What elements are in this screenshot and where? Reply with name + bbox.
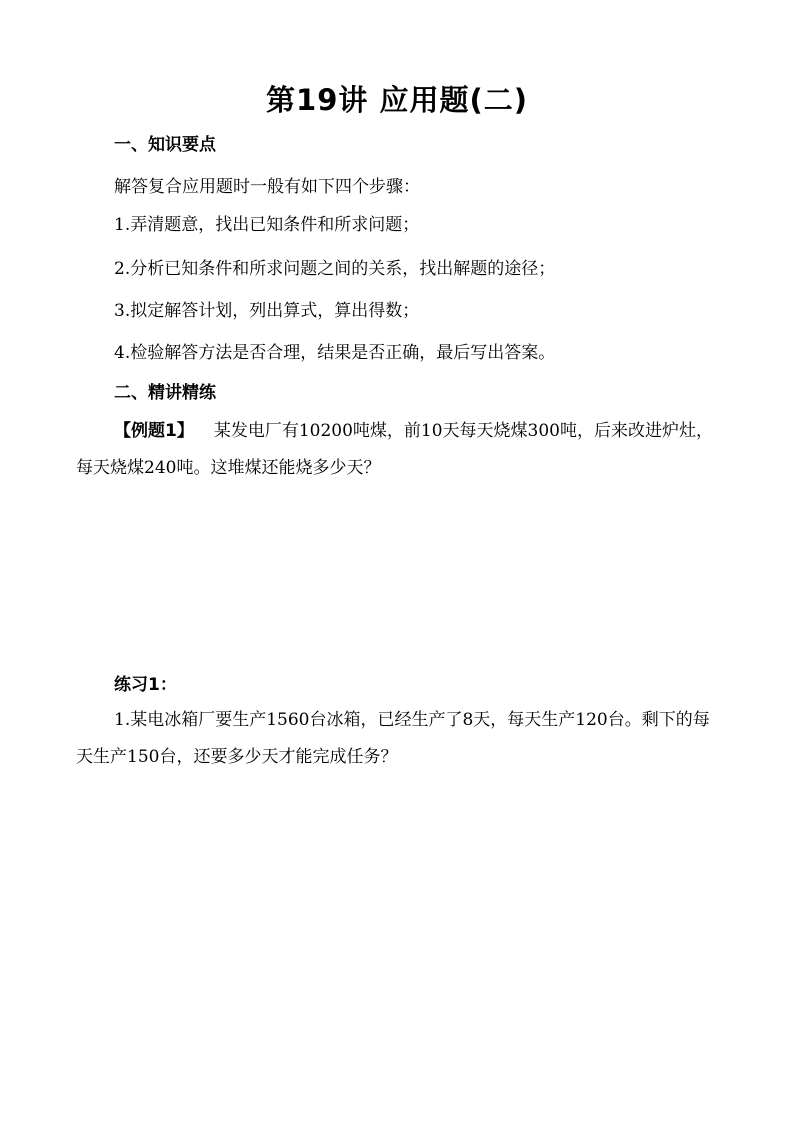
intro-text: 解答复合应用题时一般有如下四个步骤： xyxy=(114,177,420,197)
example-1-text: 某发电厂有10200吨煤，前10天每天烧煤300吨，后来改进炉灶，每天烧煤240吨。这堆煤还能烧多少天？ xyxy=(76,421,714,478)
practice-1-label: 练习1： xyxy=(114,675,177,695)
step-4: 4.检验解答方法是否合理，结果是否正确，最后写出答案。 xyxy=(114,343,556,363)
example-1-label: 【例题1】 xyxy=(114,421,194,441)
page-title: 第19讲 应用题(二) xyxy=(266,83,528,117)
step-2: 2.分析已知条件和所求问题之间的关系，找出解题的途径； xyxy=(114,259,556,279)
example-1 xyxy=(76,413,726,487)
practice-1-question-1: 1.某电冰箱厂要生产1560台冰箱，已经生产了8天，每天生产120台。剩下的每天生产150台，还要多少天才能完成任务？ xyxy=(76,710,710,767)
section-heading-knowledge: 一、知识要点 xyxy=(114,135,216,155)
step-1: 1.弄清题意，找出已知条件和所求问题； xyxy=(114,215,420,235)
step-3: 3.拟定解答计划，列出算式，算出得数； xyxy=(114,301,420,321)
section-heading-practice: 二、精讲精练 xyxy=(114,383,216,403)
